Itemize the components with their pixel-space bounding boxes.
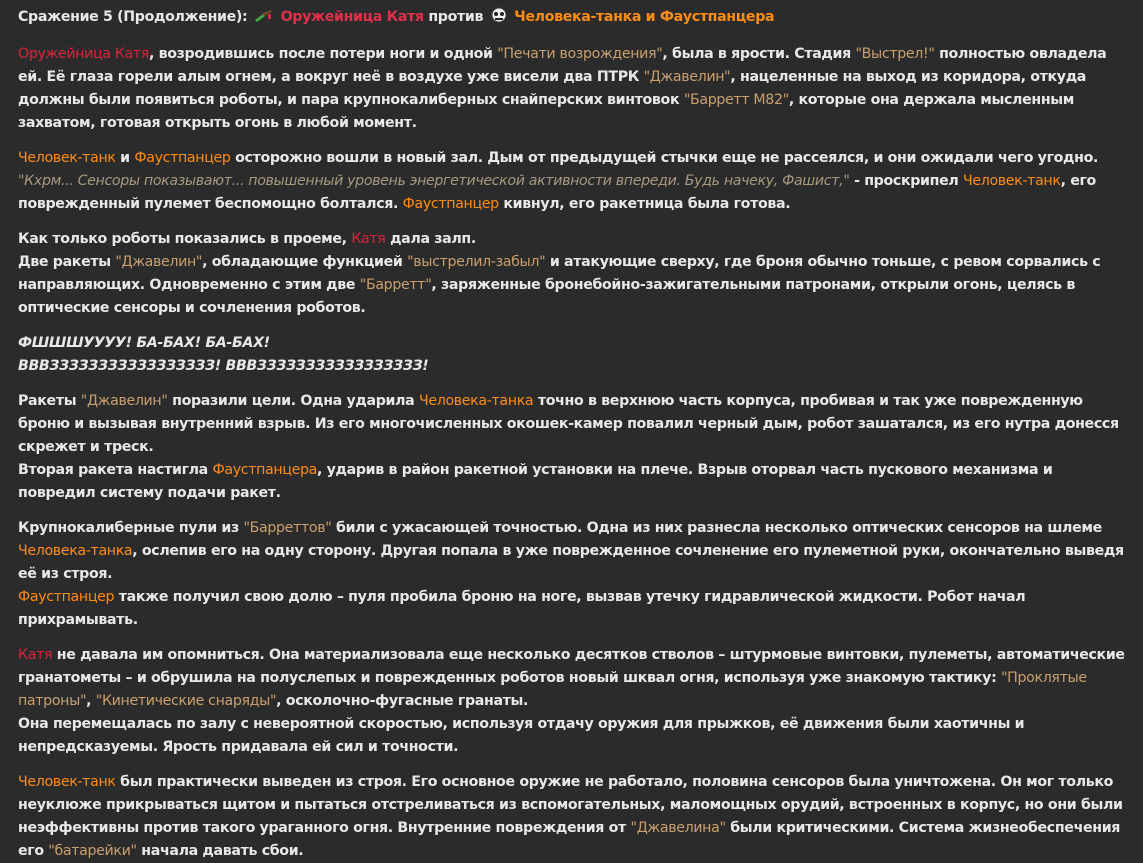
robot-icon	[490, 7, 508, 32]
paragraph-1: Оружейница Катя, возродившись после потери ноги и одной "Печати возрождения", была в ярости. Стадия "Выстрел!" полностью овладела ей. Её глаза горели алым огнем, а вокруг неё в воздухе уже висели два ПТРК "Джавелин", нацеленные на выход из коридора, откуда должны были появиться роботы, и пара крупнокалиберных снайперских винтовок "Барретт M82", которые она держала мысленным захватом, готовая открыть огонь в любой момент.	[18, 46, 1107, 131]
title-vs: против	[428, 9, 484, 25]
paragraph-4: Ракеты "Джавелин" поразили цели. Одна ударила Человека-танка точно в верхнюю часть корпуса, пробивая и так уже поврежденную броню и вызывая внутренний взрыв. Из его многочисленных окошек-камер повалил черный дым, робот зашатался, из его нутра донесся скрежет и треск. Вторая ракета настигла Фаустпанцера, ударив в район ракетной установки на плече. Взрыв оторвал часть пускового механизма и повредил систему подачи ракет.	[18, 393, 1119, 501]
paragraph-5: Крупнокалиберные пули из "Барреттов" били с ужасающей точностью. Одна из них разнесла несколько оптических сенсоров на шлеме Человека-танка, ослепив его на одну сторону. Другая попала в уже поврежденное сочленение его пулеметной руки, окончательно выведя её из строя. Фаустпанцер также получил свою долю – пуля пробила броню на ноге, вызвав утечку гидравлической жидкости. Робот начал прихрамывать.	[18, 520, 1124, 628]
paragraph-6: Катя не давала им опомниться. Она материализовала еще несколько десятков стволов – штурмовые винтовки, пулеметы, автоматические гранатометы – и обрушила на полуслепых и поврежденных роботов новый шквал огня, используя уже знакомую тактику: "Проклятые патроны", "Кинетические снаряды", осколочно-фугасные гранаты. Она перемещалась по залу с невероятной скоростью, используя отдачу оружия для прыжков, её движения были хаотичны и непредсказуемы. Ярость придавала ей сил и точности.	[18, 647, 1125, 755]
paragraph-7: Человек-танк был практически выведен из строя. Его основное оружие не работало, половина сенсоров была уничтожена. Он мог только неуклюже прикрываться щитом и пытаться отстреливаться из вспомогательных, маломощных орудий, встроенных в корпус, но они были неэффективны против такого ураганного огня. Внутренние повреждения от "Джавелина" были критическими. Система жизнеобеспечения его "батарейки" начала давать сбои.	[18, 774, 1123, 859]
battle-title	[18, 6, 1125, 32]
title-prefix: Сражение 5 (Продолжение):	[18, 9, 248, 25]
title-robots: Человека-танка и Фаустпанцера	[514, 9, 775, 25]
paragraph-3: Как только роботы показались в проеме, Катя дала залп. Две ракеты "Джавелин", обладающие функцией "выстрелил-забыл" и атакующие сверху, где броня обычно тоньше, с ревом сорвались с направляющих. Одновременно с этим две "Барретт", заряженные бронебойно-зажигательными патронами, открыли огонь, целясь в оптические сенсоры и сочленения роботов.	[18, 231, 1101, 316]
rifle-icon	[254, 8, 274, 32]
title-kate: Оружейница Катя	[280, 9, 424, 25]
sound-effects: ФШШШУУУУ! БА-БАХ! БА-БАХ! ВВВЗЗЗЗЗЗЗЗЗЗЗЗЗЗЗЗЗ! ВВВЗЗЗЗЗЗЗЗЗЗЗЗЗЗЗЗЗ!	[18, 335, 429, 374]
paragraph-2: Человек-танк и Фаустпанцер осторожно вошли в новый зал. Дым от предыдущей стычки еще не рассеялся, и они ожидали чего угодно. "Кхрм... Сенсоры показывают... повышенный уровень энергетической активности впереди. Будь начеку, Фашист," - проскрипел Человек-танк, его поврежденный пулемет беспомощно болтался. Фаустпанцер кивнул, его ракетница была готова.	[18, 150, 1099, 212]
